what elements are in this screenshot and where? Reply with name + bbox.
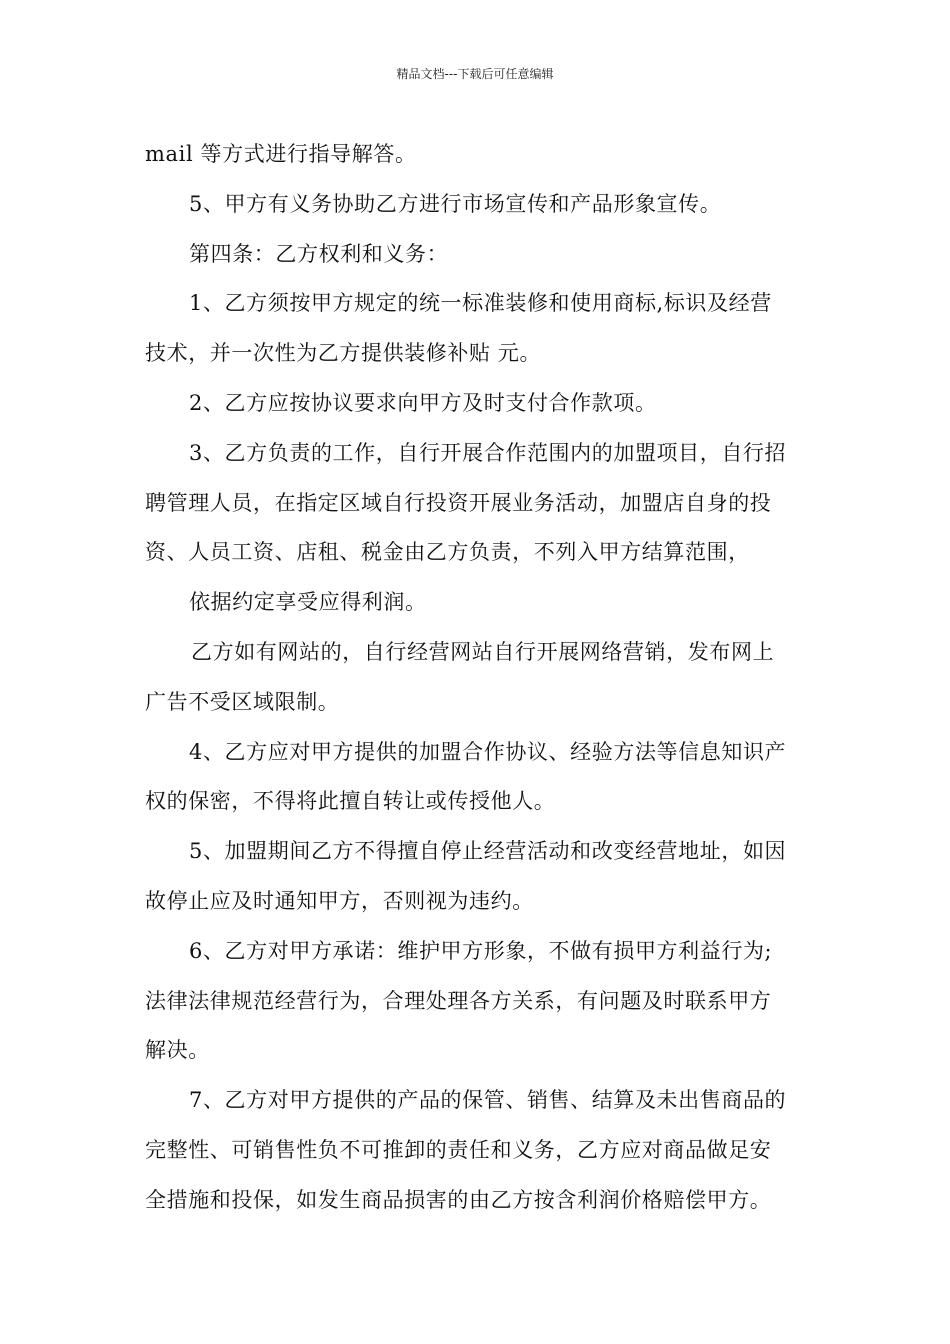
text-line: 第四条：乙方权利和义务： <box>189 241 449 266</box>
text-line: 3、乙方负责的工作，自行开展合作范围内的加盟项目，自行招 <box>189 440 787 465</box>
text-line: 完整性、可销售性负不可推卸的责任和义务，乙方应对商品做足安 <box>145 1137 772 1162</box>
page-header: 精品文档---下载后可任意编辑 <box>396 67 554 81</box>
text-line: 技术，并一次性为乙方提供装修补贴 元。 <box>145 341 542 366</box>
document-body <box>145 130 810 1226</box>
text-line: 依据约定享受应得利润。 <box>189 590 427 615</box>
text-line: 乙方如有网站的，自行经营网站自行开展网络营销，发布网上 <box>191 639 775 664</box>
text-line: 法律法律规范经营行为，合理处理各方关系，有问题及时联系甲方 <box>145 988 772 1013</box>
text-line: 2、乙方应按协议要求向甲方及时支付合作款项。 <box>189 390 657 415</box>
text-line: 5、甲方有义务协助乙方进行市场宣传和产品形象宣传。 <box>189 191 722 216</box>
text-line: 解决。 <box>145 1038 210 1063</box>
text-line: 5、加盟期间乙方不得擅自停止经营活动和改变经营地址，如因 <box>189 839 787 864</box>
text-line: 资、人员工资、店租、税金由乙方负责，不列入甲方结算范围， <box>145 540 750 565</box>
text-line: 6、乙方对甲方承诺：维护甲方形象，不做有损甲方利益行为; <box>189 938 773 963</box>
text-line: 全措施和投保，如发生商品损害的由乙方按含利润价格赔偿甲方。 <box>145 1187 772 1212</box>
text-line: mail 等方式进行指导解答。 <box>145 142 417 166</box>
text-line: 聘管理人员，在指定区域自行投资开展业务活动，加盟店自身的投 <box>145 490 772 515</box>
text-line: 权的保密，不得将此擅自转让或传授他人。 <box>145 789 556 814</box>
text-line: 1、乙方须按甲方规定的统一标准装修和使用商标,标识及经营 <box>189 291 772 316</box>
text-line: 4、乙方应对甲方提供的加盟合作协议、经验方法等信息知识产 <box>189 739 787 764</box>
text-line: 广告不受区域限制。 <box>145 689 340 714</box>
text-line: 7、乙方对甲方提供的产品的保管、销售、结算及未出售商品的 <box>189 1088 787 1113</box>
text-line: 故停止应及时通知甲方，否则视为违约。 <box>145 888 534 913</box>
